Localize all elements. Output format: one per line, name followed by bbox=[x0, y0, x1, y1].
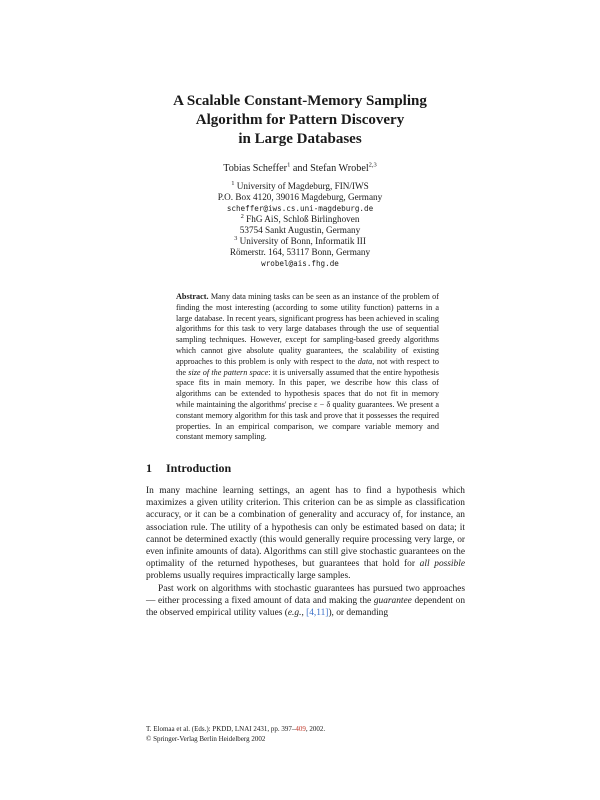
footer-copyright: © Springer-Verlag Berlin Heidelberg 2002 bbox=[146, 734, 266, 743]
section-number: 1 bbox=[146, 461, 152, 475]
affil-mark: 3 bbox=[234, 234, 238, 242]
page-footer bbox=[146, 725, 325, 744]
affiliation-line: $^3$ University of Bonn, Informatik III bbox=[234, 234, 366, 246]
affil-mark: 1 bbox=[231, 179, 235, 187]
paragraph: In many machine learning settings, an agent has to find a hypothesis which maximizes a given utility criterion. This criterion can be as simple as classification accuracy, or it can be a combination of generality and accuracy of, for instance, an association rule. The utility of a hypothesis can only be estimated based on data; it cannot be determined exactly (this would generally require processing very large, or even infinite amounts of data). Algorithms can still give stochastic guarantees on the optimality of the returned hypotheses, but guarantees that hold for all possible problems usually requires impractically large samples. bbox=[146, 486, 465, 582]
affiliation-line: P.O. Box 4120, 39016 Magdeburg, Germany bbox=[217, 192, 383, 202]
footer-citation: T. Elomaa et al. (Eds.): PKDD, LNAI 2431, pp. 397–409, 2002. bbox=[146, 725, 326, 733]
affiliation-line: 53754 Sankt Augustin, Germany bbox=[239, 225, 361, 235]
affiliations bbox=[0, 181, 600, 269]
author-name: Tobias Scheffer bbox=[223, 163, 288, 174]
section-heading bbox=[146, 461, 231, 476]
paragraph: Past work on algorithms with stochastic guarantees has pursued two approaches — either processing a fixed amount of data and making the guarantee dependent on the observed empirical utility values (e.g., [4,11]), or demanding bbox=[146, 583, 466, 619]
title-line: A Scalable Constant-Memory Sampling bbox=[173, 93, 427, 109]
author-affil-mark: 1 bbox=[287, 161, 291, 169]
affil-mark: 2 bbox=[240, 212, 244, 220]
page-link[interactable]: 409 bbox=[295, 725, 306, 733]
author-conjunction: and bbox=[290, 163, 311, 174]
author-name: Stefan Wrobel bbox=[310, 163, 369, 174]
abstract-label: Abstract. bbox=[176, 292, 209, 301]
author-email[interactable]: wrobel@ais.fhg.de bbox=[261, 259, 339, 268]
author-email[interactable]: scheffer@iws.cs.uni-magdeburg.de bbox=[226, 204, 374, 213]
affiliation-line: $^1$ University of Magdeburg, FIN/IWS bbox=[231, 179, 369, 191]
author-affil-mark: 2,3 bbox=[368, 161, 377, 169]
paper-title bbox=[0, 92, 600, 149]
section-title: Introduction bbox=[166, 461, 232, 475]
title-line: in Large Databases bbox=[238, 131, 362, 147]
author-list bbox=[0, 163, 600, 175]
abstract: Abstract. Many data mining tasks can be seen as an instance of the problem of finding the most interesting (according to some utility function) patterns in a large database. In recent years, significant progress has been achieved in scaling algorithms for this task to very large databases through the use of sequential sampling techniques. However, except for sampling-based greedy algorithms which cannot give absolute quality guarantees, the scalability of existing approaches to this problem is only with respect to the data, not with respect to the size of the pattern space: it is universally assumed that the entire hypothesis space fits in main memory. In this paper, we describe how this class of algorithms can be extended to hypothesis spaces that do not fit in memory while maintaining the algorithms' precise ε − δ quality guarantees. We present a constant memory algorithm for this task and prove that it possesses the required properties. In an empirical comparison, we compare variable memory and constant memory sampling. bbox=[176, 292, 439, 442]
affiliation-line: $^2$ FhG AiS, Schloß Birlinghoven bbox=[240, 212, 360, 224]
title-line: Algorithm for Pattern Discovery bbox=[195, 112, 405, 128]
section-body bbox=[146, 485, 465, 619]
citation-link[interactable]: [4,11] bbox=[306, 608, 329, 619]
affiliation-line: Römerstr. 164, 53117 Bonn, Germany bbox=[229, 247, 371, 257]
